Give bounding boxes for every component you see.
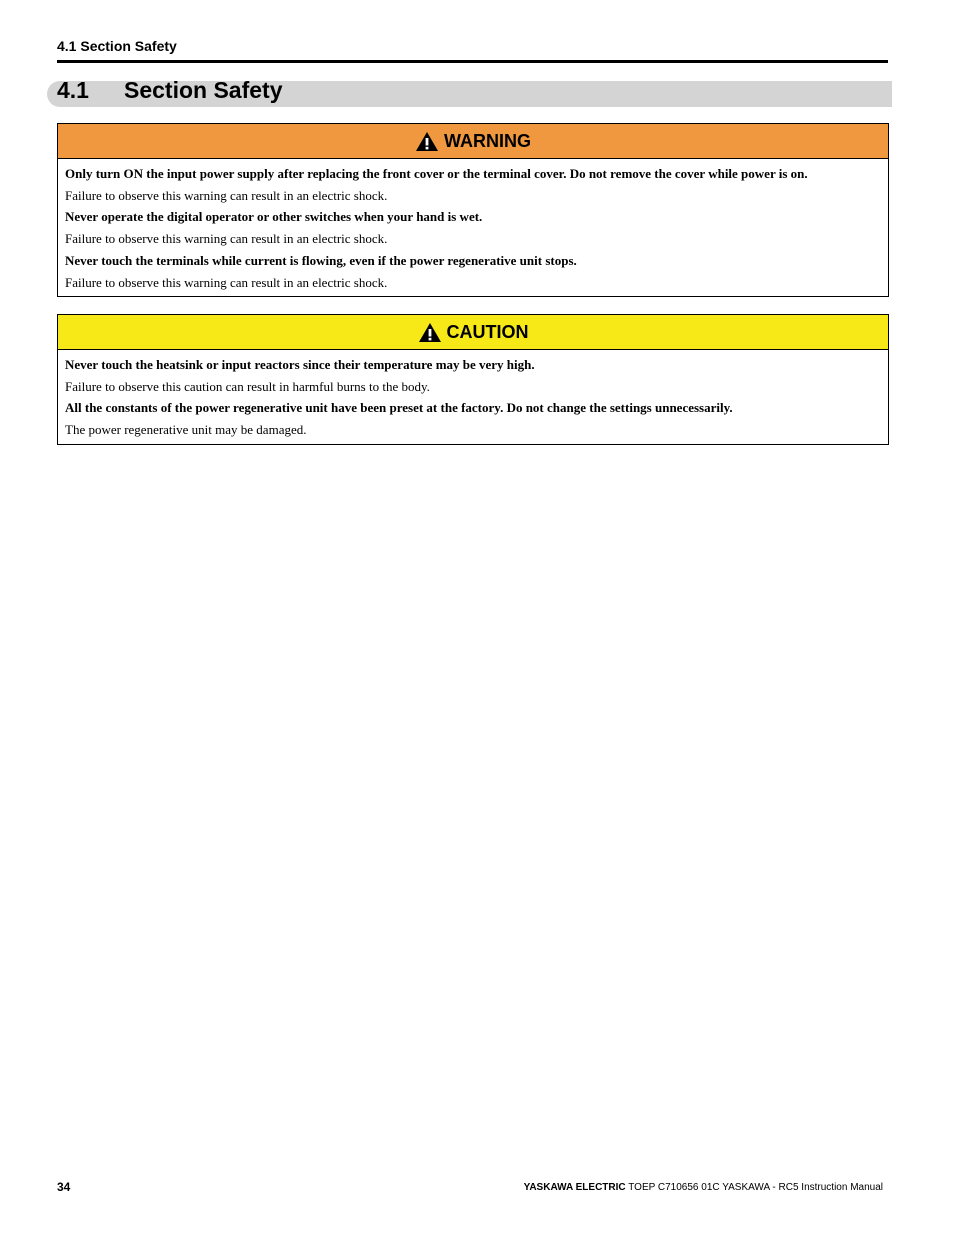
footer-brand: YASKAWA ELECTRIC <box>523 1182 626 1193</box>
caution-consequence: The power regenerative unit may be damaged. <box>65 422 307 438</box>
page-number: 34 <box>57 1180 71 1194</box>
caution-consequence: Failure to observe this caution can result in harmful burns to the body. <box>65 378 430 394</box>
caution-header <box>58 315 888 350</box>
section-title: Section Safety <box>124 77 283 103</box>
warning-header <box>58 124 888 159</box>
warning-consequence: Failure to observe this warning can result in an electric shock. <box>65 231 388 247</box>
header-rule <box>57 60 888 63</box>
warning-box <box>57 123 889 297</box>
section-number: 4.1 <box>57 77 89 103</box>
warning-instruction: Never operate the digital operator or other switches when your hand is wet. <box>65 209 483 225</box>
footer-doc-id: TOEP C710656 01C YASKAWA - RC5 Instruction Manual <box>625 1182 883 1193</box>
caution-label: CAUTION <box>446 321 529 342</box>
caution-instruction: All the constants of the power regenerative unit have been preset at the factory. Do not change the settings unnecessarily. <box>65 400 733 416</box>
section-heading <box>57 77 283 104</box>
warning-body <box>58 159 888 296</box>
warning-triangle-icon <box>415 131 439 152</box>
running-head: 4.1 Section Safety <box>57 38 177 54</box>
warning-consequence: Failure to observe this warning can result in an electric shock. <box>65 187 388 203</box>
caution-body <box>58 350 888 444</box>
caution-instruction: Never touch the heatsink or input reactors since their temperature may be very high. <box>65 357 535 372</box>
warning-instruction: Only turn ON the input power supply after replacing the front cover or the terminal cover. Do not remove the cover while power is on. <box>65 166 808 181</box>
footer-doc-info <box>524 1182 883 1193</box>
warning-consequence: Failure to observe this warning can result in an electric shock. <box>65 274 388 290</box>
caution-box <box>57 314 889 445</box>
warning-label: WARNING <box>444 130 531 151</box>
warning-triangle-icon <box>418 322 442 343</box>
warning-instruction: Never touch the terminals while current is flowing, even if the power regenerative unit stops. <box>65 252 577 268</box>
